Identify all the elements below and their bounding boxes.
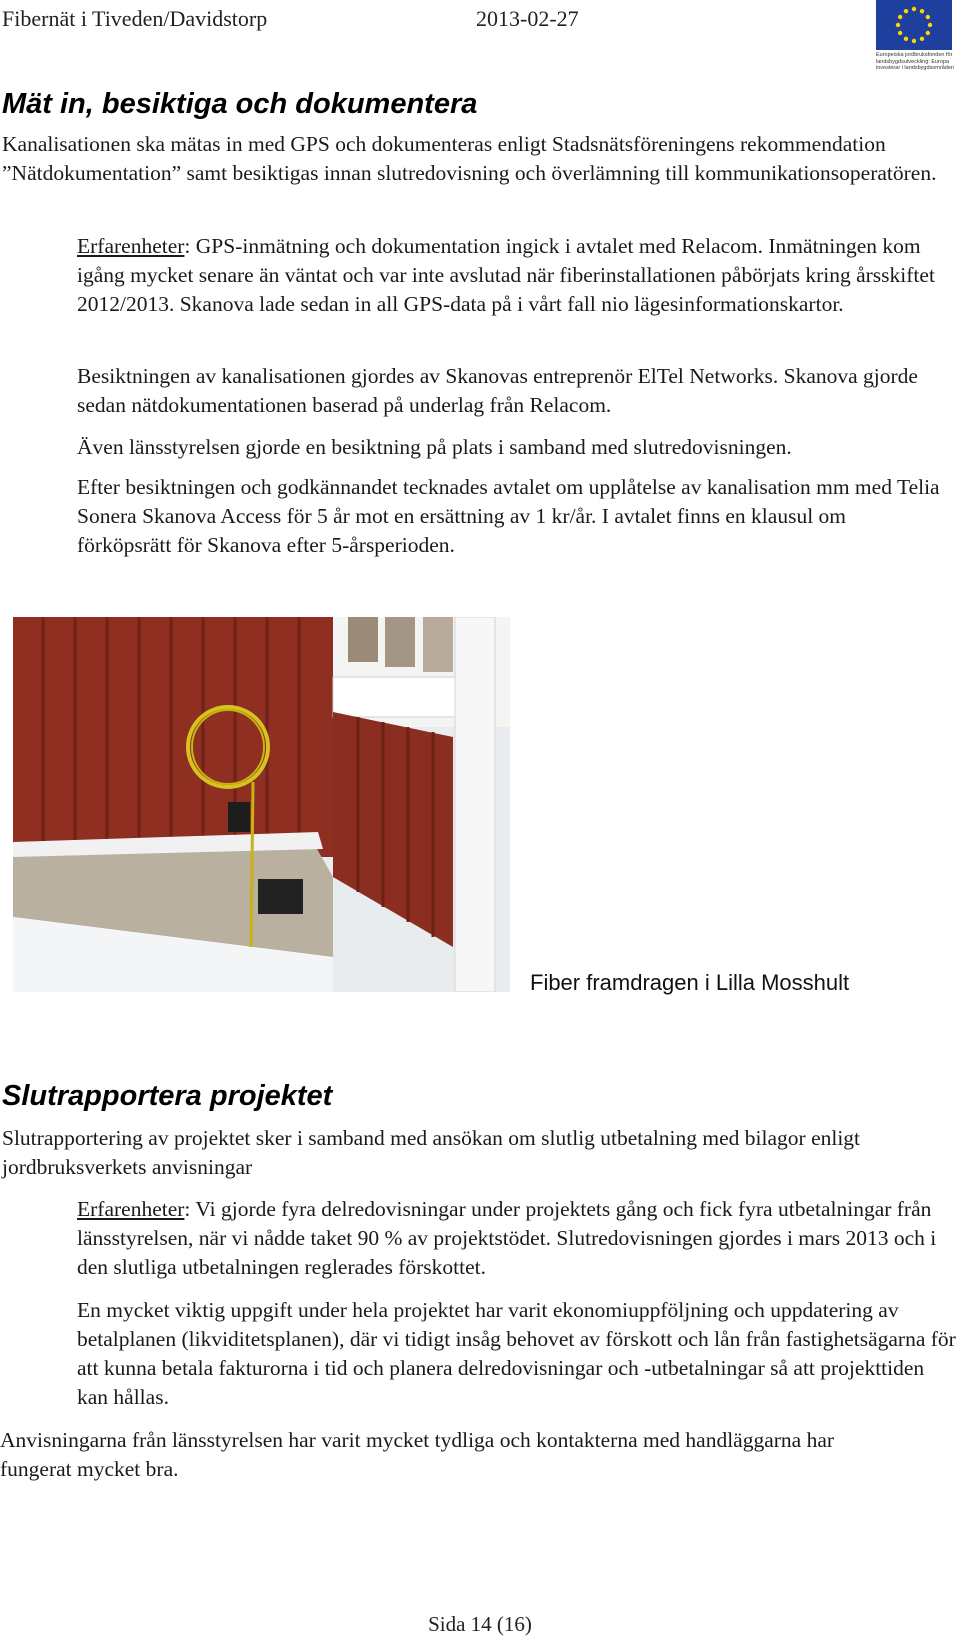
experience-text: : GPS-inmätning och dokumentation ingick i avtalet med Relacom. Inmätningen kom igång mycket senare än väntat och var inte avslutad när fiberinstallationen påbörjats kring årsskiftet 2012/2013. Skanova lade sedan in all GPS-data på i vårt fall nio lägesinformationskartor. xyxy=(77,234,935,316)
paragraph-intro: Kanalisationen ska mätas in med GPS och dokumenteras enligt Stadsnätsföreningens rekommendation ”Nätdokumentation” samt besiktigas innan slutredovisning och överlämning till kommunikationsoperatören. xyxy=(2,132,937,185)
document-title: Fibernät i Tiveden/Davidstorp xyxy=(2,6,268,31)
photo-caption: Fiber framdragen i Lilla Mosshult xyxy=(530,970,850,995)
eu-logo xyxy=(876,0,956,80)
eu-star xyxy=(898,31,902,35)
eu-star xyxy=(904,9,908,13)
paragraph-final-report: Slutrapportering av projektet sker i samband med ansökan om slutlig utbetalning med bilagor enligt jordbruksverkets anvisningar xyxy=(2,1126,861,1179)
eu-star xyxy=(904,37,908,41)
eu-star xyxy=(898,15,902,19)
section-heading-final-report: Slutrapportera projektet xyxy=(2,1080,333,1112)
experience-text: : Vi gjorde fyra delredovisningar under projektets gång och fick fyra utbetalningar från länsstyrelsen, när vi nådde taket 90 % av projektstödet. Slutredovisningen gjordes i mars 2013 och i den slutliga utbetalningen reglerades förskottet. xyxy=(77,1197,937,1279)
experience-label: Erfarenheter xyxy=(77,234,185,258)
eu-star xyxy=(920,9,924,13)
eu-flag-icon xyxy=(876,0,952,50)
document-date: 2013-02-27 xyxy=(476,6,579,31)
section-heading-measure: Mät in, besiktiga och dokumentera xyxy=(2,88,478,120)
paragraph-agreement: Efter besiktningen och godkännandet tecknades avtalet om upplåtelse av kanalisation mm med Telia Sonera Skanova Access för 5 år mot en ersättning av 1 kr/år. I avtalet finns en klausul om förköpsrätt för Skanova efter 5-årsperioden. xyxy=(77,475,940,557)
eu-logo-caption: Europeiska jordbruksfonden för landsbygdsutveckling: Europa investerar i landsbygdsområden xyxy=(876,52,954,71)
paragraph-financial-followup: En mycket viktig uppgift under hela projektet har varit ekonomiuppföljning och uppdatering av betalplanen (likviditetsplanen), där vi tidigt insåg behovet av förskott och lån från fastighetsägarna för att kunna betala fakturorna i tid och planera delredovisningar och -utbetalningar så att projekttiden kan hållas. xyxy=(77,1298,956,1409)
paragraph-instructions: Anvisningarna från länsstyrelsen har varit mycket tydliga och kontakterna med handläggarna har fungerat mycket bra. xyxy=(0,1428,835,1481)
fiber-photo xyxy=(13,617,510,992)
eu-star xyxy=(920,37,924,41)
eu-star xyxy=(896,23,900,27)
eu-star xyxy=(928,23,932,27)
eu-star xyxy=(912,39,916,43)
experience-label: Erfarenheter xyxy=(77,1197,185,1221)
paragraph-inspection: Besiktningen av kanalisationen gjordes av Skanovas entreprenör ElTel Networks. Skanova gjorde sedan nätdokumentationen baserad på underlag från Relacom. xyxy=(77,364,918,417)
page-number: Sida 14 (16) xyxy=(428,1612,532,1636)
eu-star xyxy=(912,7,916,11)
eu-star xyxy=(926,15,930,19)
paragraph-experience-2 xyxy=(77,1195,957,1282)
paragraph-county: Även länsstyrelsen gjorde en besiktning på plats i samband med slutredovisningen. xyxy=(77,435,792,459)
paragraph-experience-1 xyxy=(77,232,942,319)
eu-star xyxy=(926,31,930,35)
